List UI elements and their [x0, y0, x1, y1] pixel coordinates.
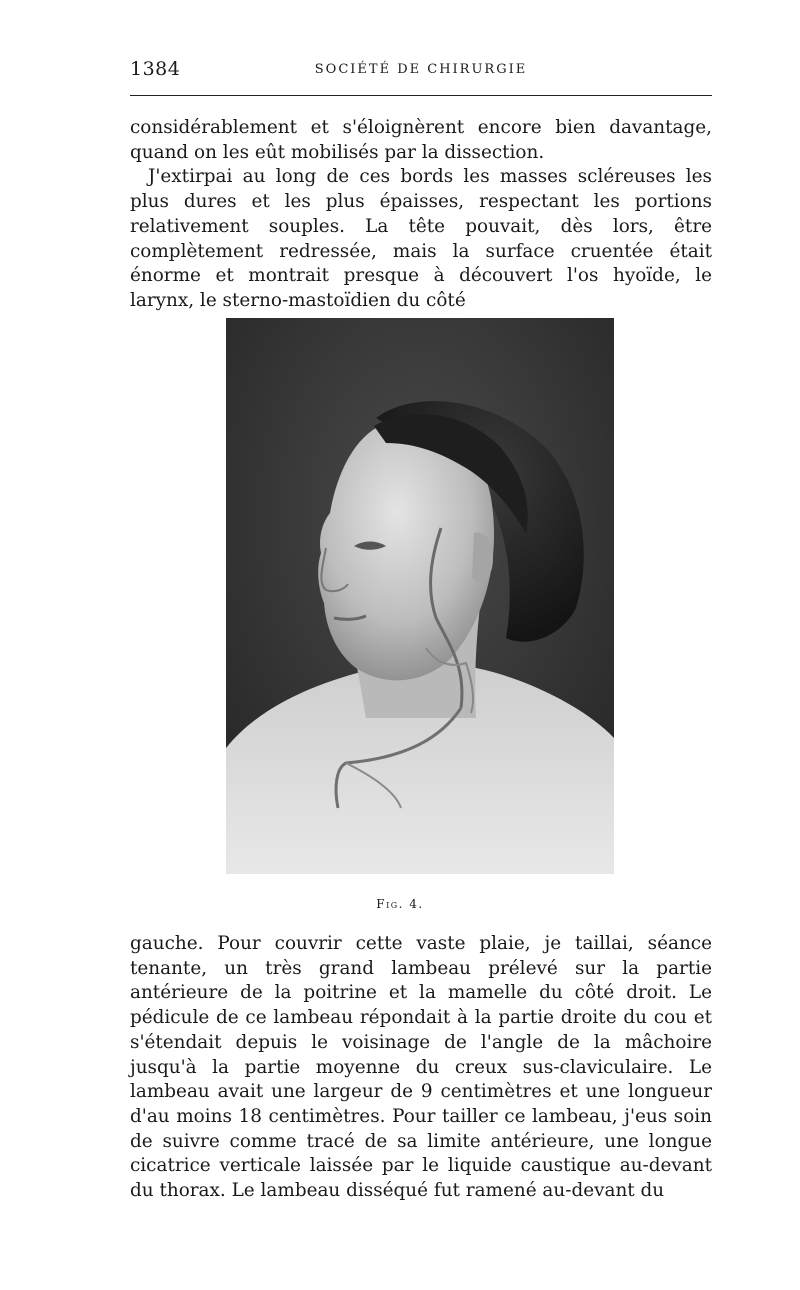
- paragraph-flap: gauche. Pour couvrir cette vaste plaie, je taillai, séance tenante, un très grand lambeau prélevé sur la partie antérieure de la poitrine et la mamelle du côté droit. Le pédicule de ce lambeau répondait à la partie droite du cou et s'étendait depuis le voisinage de l'angle de la mâchoire jusqu'à la partie moyenne du creux sus-claviculaire. Le lambeau avait une largeur de 9 centimètres et une longueur d'au moins 18 centimètres. Pour tailler ce lambeau, j'eus soin de suivre comme tracé de sa limite antérieure, une longue cicatrice verticale laissée par le liquide caustique au-devant du thorax. Le lambeau disséqué fut ramené au-devant du: [130, 933, 712, 1202]
- body-text-top: [130, 116, 712, 314]
- page-number: 1384: [130, 58, 181, 80]
- header-rule: [130, 95, 712, 96]
- patient-portrait-illustration: [226, 318, 614, 874]
- page-header: [130, 58, 712, 88]
- body-text-bottom: [130, 932, 712, 1204]
- paragraph-extirpation: J'extirpai au long de ces bords les masses scléreuses les plus dures et les plus épaisses, respectant les portions relativement souples. La tête pouvait, dès lors, être complètement redressée, mais la surface cruentée était énorme et montrait presque à découvert l'os hyoïde, le larynx, le sterno-mastoïdien du côté: [130, 166, 712, 311]
- running-head: SOCIÉTÉ DE CHIRURGIE: [314, 62, 528, 77]
- figure-caption: Fig. 4.: [376, 897, 424, 911]
- figure-photograph: [226, 318, 614, 874]
- paragraph-continuation: considérablement et s'éloignèrent encore bien davantage, quand on les eût mobilisés par la dissection.: [130, 117, 712, 163]
